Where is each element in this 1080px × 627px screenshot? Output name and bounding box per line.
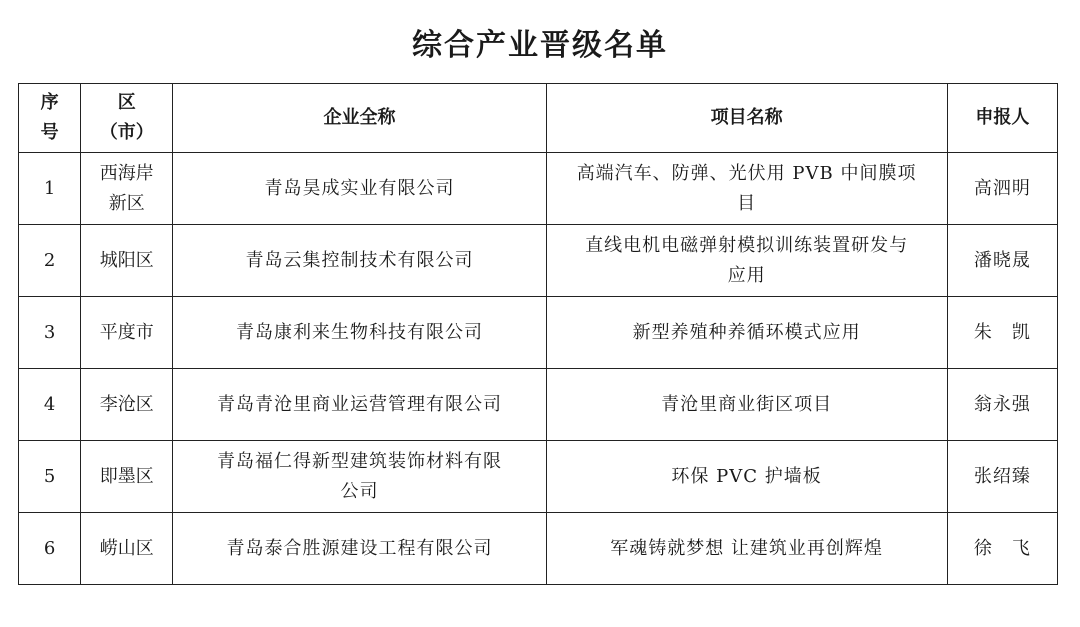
table-row: [19, 369, 1058, 441]
cell-project: [546, 441, 947, 513]
table-row: [19, 153, 1058, 225]
header-seq: [19, 84, 81, 153]
cell-project-line2: 应用: [727, 264, 766, 286]
table-header-row: [19, 84, 1058, 153]
table-row: [19, 513, 1058, 585]
cell-district-line1: 平度市: [99, 321, 154, 343]
cell-company-line1: 青岛昊成实业有限公司: [264, 177, 455, 199]
table-row: [19, 297, 1058, 369]
cell-seq: 3: [19, 297, 81, 369]
cell-company: [173, 225, 546, 297]
header-project: 项目名称: [546, 84, 947, 153]
cell-project-line1: 高端汽车、防弹、光伏用 PVB 中间膜项: [576, 162, 917, 184]
cell-district-line1: 即墨区: [99, 465, 154, 487]
cell-seq: 2: [19, 225, 81, 297]
cell-project-line1: 直线电机电磁弹射模拟训练装置研发与: [585, 234, 909, 256]
cell-project-line1: 青沧里商业街区项目: [661, 393, 833, 415]
header-company: 企业全称: [173, 84, 546, 153]
document-title: 综合产业晋级名单: [412, 28, 668, 63]
cell-district: [81, 369, 173, 441]
cell-reporter: 潘晓晟: [947, 225, 1057, 297]
cell-reporter: 张绍臻: [947, 441, 1057, 513]
cell-district: [81, 153, 173, 225]
header-seq-line2: 号: [40, 122, 59, 143]
cell-company-line2: 公司: [340, 480, 379, 502]
cell-reporter: 翁永强: [947, 369, 1057, 441]
cell-seq: 1: [19, 153, 81, 225]
cell-company-line1: 青岛青沧里商业运营管理有限公司: [216, 393, 502, 415]
cell-district: [81, 225, 173, 297]
cell-district-line2: 新区: [108, 192, 145, 214]
header-district-line2: （市）: [99, 122, 154, 143]
promotion-list-table: [18, 83, 1058, 585]
cell-project: [546, 225, 947, 297]
cell-district-line1: 城阳区: [99, 249, 154, 271]
cell-company-line1: 青岛康利来生物科技有限公司: [235, 321, 483, 343]
header-reporter: 申报人: [947, 84, 1057, 153]
cell-company: [173, 441, 546, 513]
cell-district: [81, 441, 173, 513]
cell-seq: 4: [19, 369, 81, 441]
header-district-line1: 区: [117, 92, 136, 113]
cell-district: [81, 513, 173, 585]
cell-company-line1: 青岛福仁得新型建筑装饰材料有限: [216, 450, 502, 472]
cell-company: [173, 153, 546, 225]
cell-project: [546, 369, 947, 441]
cell-project-line1: 环保 PVC 护墙板: [671, 465, 822, 487]
cell-company-line1: 青岛泰合胜源建设工程有限公司: [226, 537, 493, 559]
table-row: [19, 441, 1058, 513]
header-district: [81, 84, 173, 153]
cell-company: [173, 369, 546, 441]
cell-project-line2: 目: [737, 192, 757, 214]
header-seq-line1: 序: [40, 92, 59, 113]
cell-project: [546, 513, 947, 585]
cell-reporter: 徐 飞: [947, 513, 1057, 585]
cell-company: [173, 513, 546, 585]
cell-reporter: 高泗明: [947, 153, 1057, 225]
table-row: [19, 225, 1058, 297]
cell-project-line1: 新型养殖种养循环模式应用: [632, 321, 861, 343]
cell-project: [546, 153, 947, 225]
cell-district-line1: 崂山区: [99, 537, 154, 559]
cell-seq: 6: [19, 513, 81, 585]
cell-district-line1: 李沧区: [99, 393, 154, 415]
cell-reporter: 朱 凯: [947, 297, 1057, 369]
cell-company-line1: 青岛云集控制技术有限公司: [245, 249, 474, 271]
cell-seq: 5: [19, 441, 81, 513]
cell-project: [546, 297, 947, 369]
cell-company: [173, 297, 546, 369]
cell-district: [81, 297, 173, 369]
cell-district-line1: 西海岸: [99, 162, 154, 184]
cell-project-line1: 军魂铸就梦想 让建筑业再创辉煌: [610, 537, 883, 559]
